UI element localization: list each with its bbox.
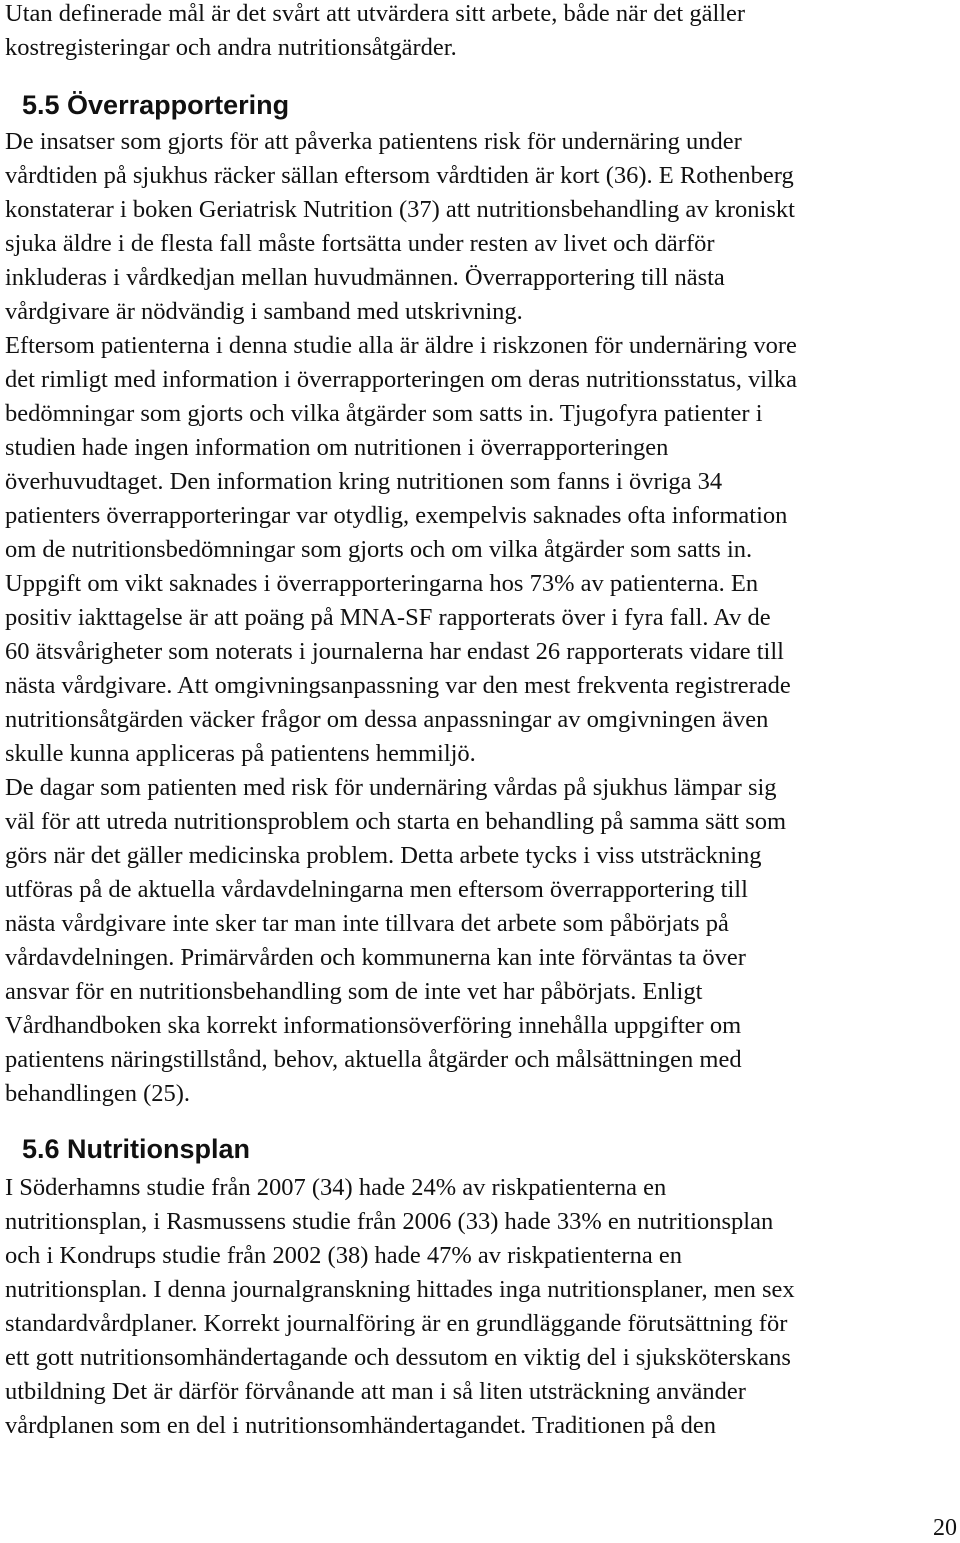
document-page (5, 0, 958, 1443)
text-line: Utan definerade mål är det svårt att utvärdera sitt arbete, både när det gäller (5, 0, 746, 27)
text-line: utföras på de aktuella vårdavdelningarna men eftersom överrapportering till (5, 876, 748, 903)
text-line: kostregisteringar och andra nutritionsåtgärder. (5, 34, 457, 61)
text-line: sjuka äldre i de flesta fall måste fortsätta under resten av livet och därför (5, 230, 715, 257)
text-line: studien hade ingen information om nutritionen i överrapporteringen (5, 434, 669, 461)
section-5-5-body (5, 125, 958, 1111)
text-line: nutritionsplan. I denna journalgranskning hittades inga nutritionsplaner, men sex (5, 1276, 795, 1303)
text-line: överhuvudtaget. Den information kring nutritionen som fanns i övriga 34 (5, 468, 723, 495)
text-line: patienters överrapporteringar var otydlig, exempelvis saknades ofta information (5, 502, 788, 529)
text-line: vårdtiden på sjukhus räcker sällan eftersom vårdtiden är kort (36). E Rothenberg (5, 162, 794, 189)
text-line: bedömningar som gjorts och vilka åtgärder som satts in. Tjugofyra patienter i (5, 400, 763, 427)
text-line: Vårdhandboken ska korrekt informationsöverföring innehålla uppgifter om (5, 1012, 742, 1039)
text-line: Uppgift om vikt saknades i överrapporteringarna hos 73% av patienterna. En (5, 570, 759, 597)
text-line: standardvårdplaner. Korrekt journalföring är en grundläggande förutsättning för (5, 1310, 788, 1337)
section-5-6-body (5, 1171, 958, 1443)
text-line: vårdgivare är nödvändig i samband med utskrivning. (5, 298, 523, 325)
intro-paragraph (5, 0, 958, 65)
text-line: det rimligt med information i överrapporteringen om deras nutritionsstatus, vilka (5, 366, 797, 393)
text-line: patientens näringstillstånd, behov, aktuella åtgärder och målsättningen med (5, 1046, 742, 1073)
text-line: konstaterar i boken Geriatrisk Nutrition (37) att nutritionsbehandling av kroniskt (5, 196, 795, 223)
text-line: utbildning Det är därför förvånande att man i så liten utsträckning använder (5, 1378, 746, 1405)
text-line: väl för att utreda nutritionsproblem och starta en behandling på samma sätt som (5, 808, 787, 835)
text-line: görs när det gäller medicinska problem. Detta arbete tycks i viss utsträckning (5, 842, 762, 869)
text-line: Eftersom patienterna i denna studie alla är äldre i riskzonen för undernäring vore (5, 332, 797, 359)
text-line: behandlingen (25). (5, 1080, 191, 1107)
page-number: 20 (933, 1515, 957, 1541)
text-line: vårdplanen som en del i nutritionsomhändertagandet. Traditionen på den (5, 1412, 717, 1439)
text-line: nästa vårdgivare inte sker tar man inte tillvara det arbete som påbörjats på (5, 910, 729, 937)
section-heading-5-6: 5.6 Nutritionsplan (22, 1134, 251, 1164)
text-line: och i Kondrups studie från 2002 (38) hade 47% av riskpatienterna en (5, 1242, 682, 1269)
text-line: om de nutritionsbedömningar som gjorts och om vilka åtgärder som satts in. (5, 536, 753, 563)
text-line: skulle kunna appliceras på patientens hemmiljö. (5, 740, 476, 767)
text-line: positiv iakttagelse är att poäng på MNA-SF rapporterats över i fyra fall. Av de (5, 604, 771, 631)
text-line: I Söderhamns studie från 2007 (34) hade 24% av riskpatienterna en (5, 1174, 667, 1201)
text-line: inkluderas i vårdkedjan mellan huvudmännen. Överrapportering till nästa (5, 264, 725, 291)
text-line: vårdavdelningen. Primärvården och kommunerna kan inte förväntas ta över (5, 944, 746, 971)
text-line: nästa vårdgivare. Att omgivningsanpassning var den mest frekventa registrerade (5, 672, 791, 699)
text-line: 60 ätsvårigheter som noterats i journalerna har endast 26 rapporterats vidare till (5, 638, 784, 665)
text-line: De insatser som gjorts för att påverka patientens risk för undernäring under (5, 128, 742, 155)
text-line: nutritionsåtgärden väcker frågor om dessa anpassningar av omgivningen även (5, 706, 769, 733)
section-heading-5-5: 5.5 Överrapportering (22, 90, 290, 120)
text-line: ett gott nutritionsomhändertagande och dessutom en viktig del i sjuksköterskans (5, 1344, 791, 1371)
text-line: De dagar som patienten med risk för undernäring vårdas på sjukhus lämpar sig (5, 774, 777, 801)
text-line: nutritionsplan, i Rasmussens studie från 2006 (33) hade 33% en nutritionsplan (5, 1208, 774, 1235)
text-line: ansvar för en nutritionsbehandling som de inte vet har påbörjats. Enligt (5, 978, 703, 1005)
